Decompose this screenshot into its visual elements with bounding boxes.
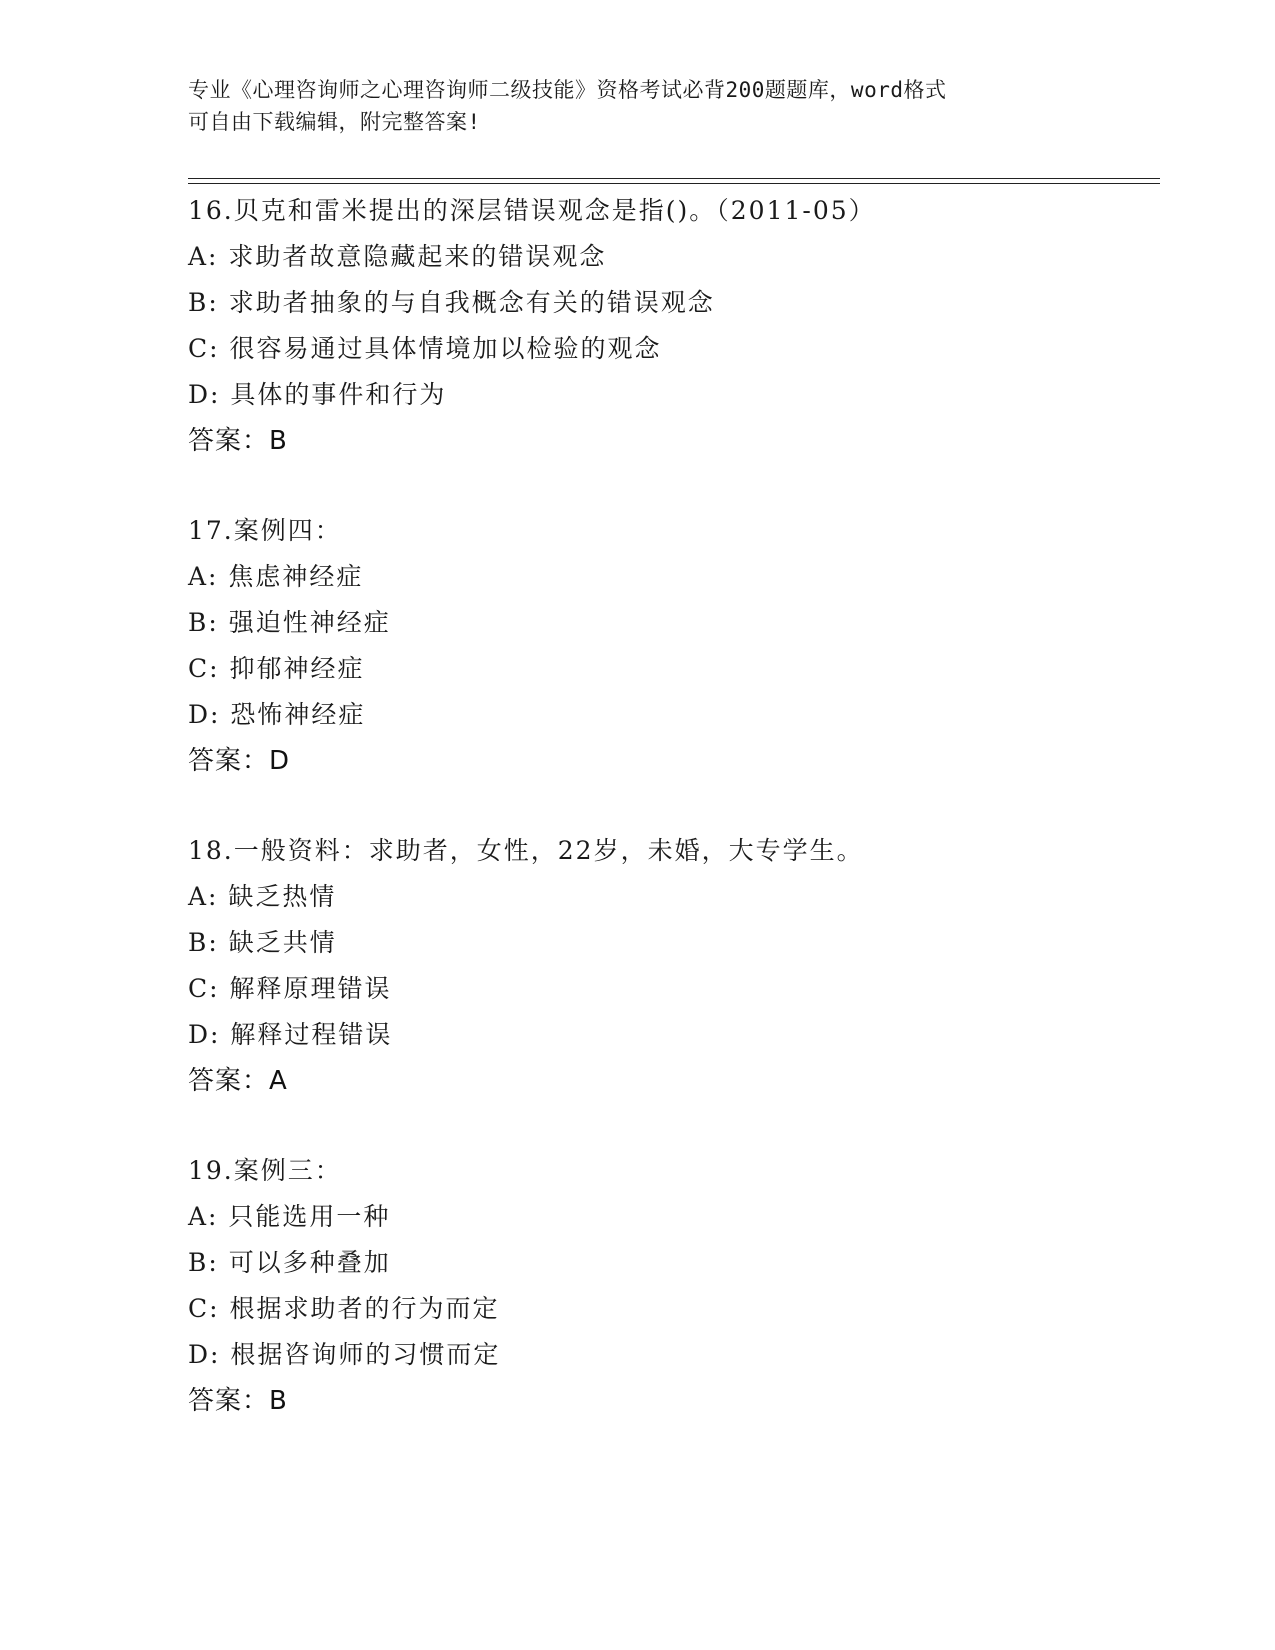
option-a: A: 焦虑神经症 bbox=[188, 562, 364, 591]
option-a: A: 只能选用一种 bbox=[188, 1202, 391, 1231]
option-d: D: 具体的事件和行为 bbox=[188, 380, 447, 409]
question-18 bbox=[188, 828, 1188, 1104]
option-c: C: 根据求助者的行为而定 bbox=[188, 1294, 500, 1323]
question-title: 19.案例三： bbox=[188, 1156, 342, 1185]
answer: 答案：A bbox=[188, 1066, 288, 1096]
answer: 答案：D bbox=[188, 746, 291, 776]
option-d: D: 恐怖神经症 bbox=[188, 700, 366, 729]
question-title: 17.案例四： bbox=[188, 516, 342, 545]
answer: 答案：B bbox=[188, 1386, 288, 1416]
option-a: A: 缺乏热情 bbox=[188, 882, 337, 911]
option-b: B: 缺乏共情 bbox=[188, 928, 337, 957]
option-b: B: 可以多种叠加 bbox=[188, 1248, 391, 1277]
option-b: B: 强迫性神经症 bbox=[188, 608, 391, 637]
option-d: D: 解释过程错误 bbox=[188, 1020, 393, 1049]
header-line-1: 专业《心理咨询师之心理咨询师二级技能》资格考试必背200题题库，word格式 bbox=[188, 78, 947, 102]
option-c: C: 很容易通过具体情境加以检验的观念 bbox=[188, 334, 662, 363]
question-19 bbox=[188, 1148, 1188, 1424]
question-title: 16.贝克和雷米提出的深层错误观念是指()。（2011-05） bbox=[188, 196, 876, 225]
question-17 bbox=[188, 508, 1188, 784]
option-c: C: 解释原理错误 bbox=[188, 974, 392, 1003]
header-divider-bottom bbox=[188, 183, 1160, 184]
option-d: D: 根据咨询师的习惯而定 bbox=[188, 1340, 501, 1369]
question-16 bbox=[188, 188, 1188, 464]
option-b: B: 求助者抽象的与自我概念有关的错误观念 bbox=[188, 288, 715, 317]
answer: 答案：B bbox=[188, 426, 288, 456]
question-title: 18.一般资料：求助者，女性，22岁，未婚，大专学生。 bbox=[188, 836, 864, 865]
document-header bbox=[188, 74, 1088, 138]
header-divider-top bbox=[188, 178, 1160, 179]
option-c: C: 抑郁神经症 bbox=[188, 654, 365, 683]
header-line-2: 可自由下载编辑，附完整答案! bbox=[188, 110, 481, 134]
option-a: A: 求助者故意隐藏起来的错误观念 bbox=[188, 242, 607, 271]
